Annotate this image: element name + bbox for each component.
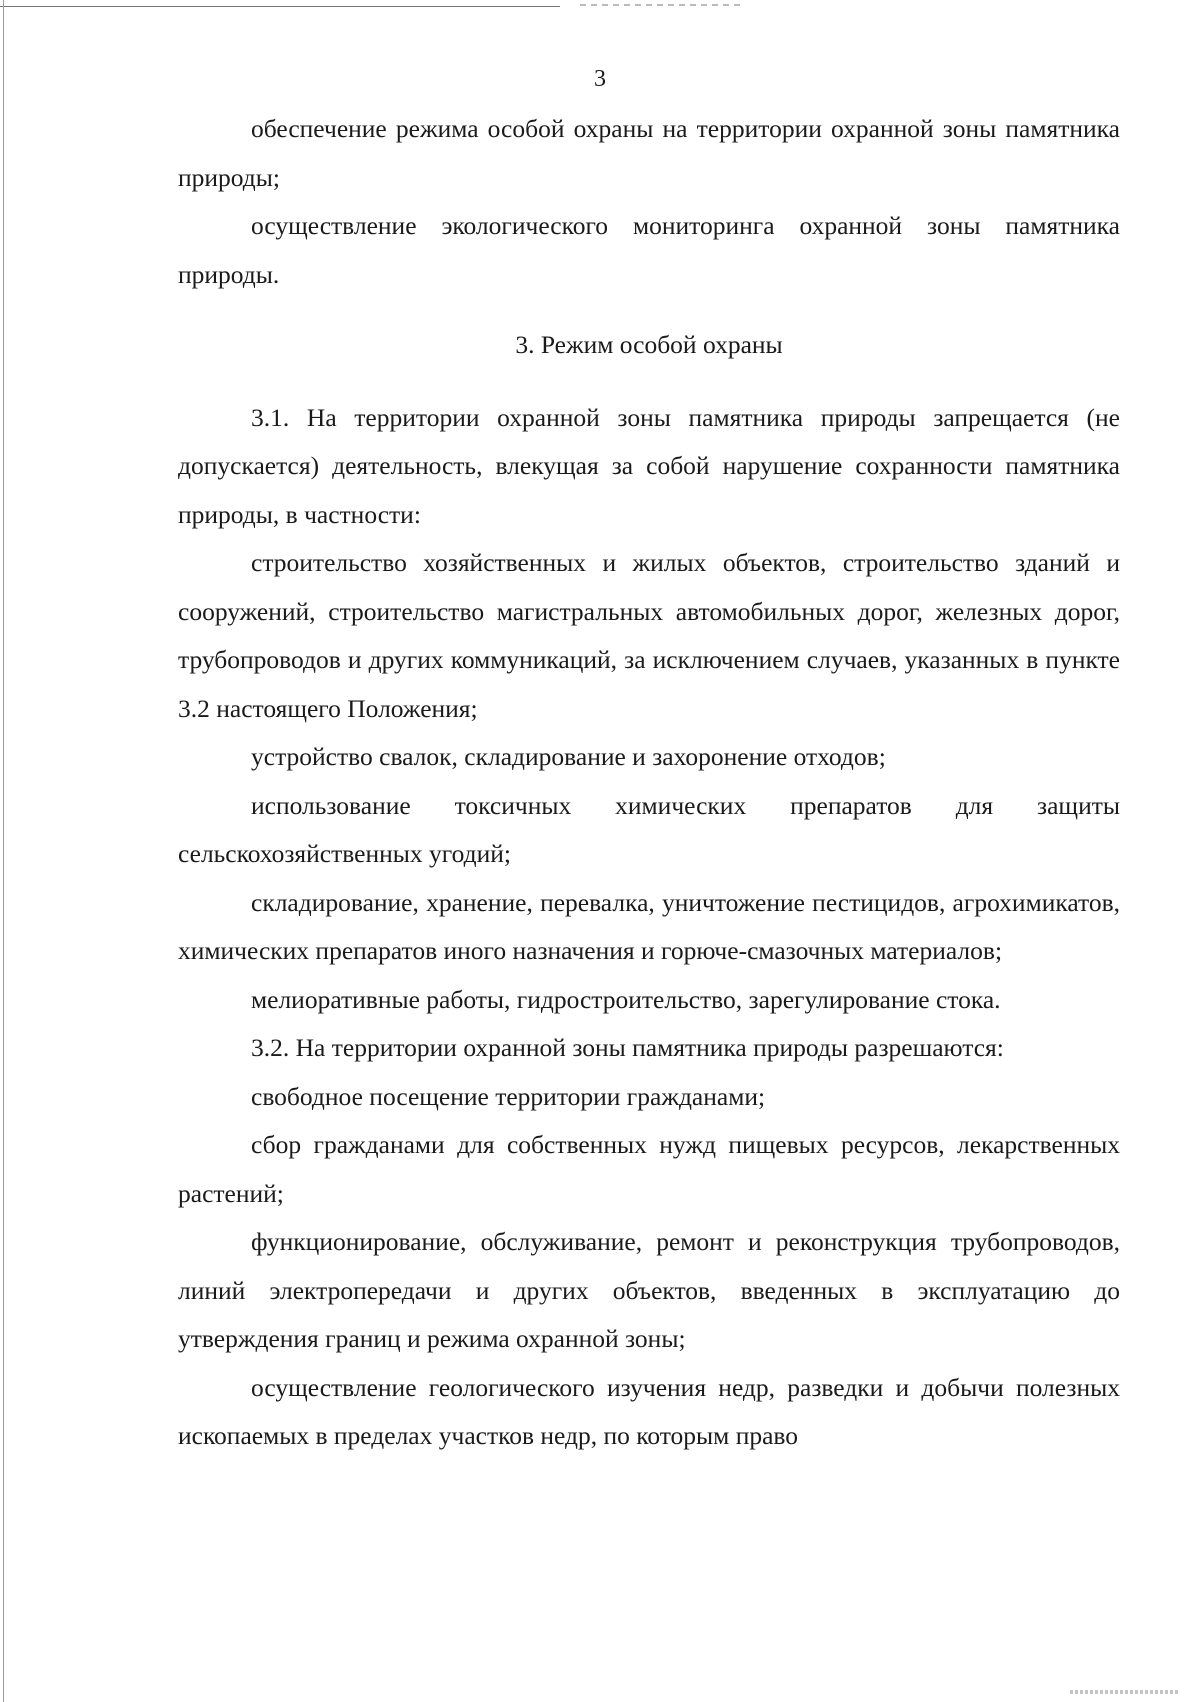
paragraph-3-2: 3.2. На территории охранной зоны памятника природы разрешаются: xyxy=(251,1033,1004,1062)
document-body xyxy=(178,105,1120,1461)
list-item-geology: осуществление геологического изучения недр, разведки и добычи полезных ископаемых в пределах участков недр, по которым право xyxy=(178,1372,1120,1450)
list-item-gathering: сбор гражданами для собственных нужд пищевых ресурсов, лекарственных растений; xyxy=(178,1130,1120,1208)
paragraph-protection-regime: обеспечение режима особой охраны на территории охранной зоны памятника природы; xyxy=(178,114,1120,192)
scan-noise-top xyxy=(580,4,740,6)
list-item-free-visit: свободное посещение территории гражданами; xyxy=(251,1081,766,1111)
list-item-toxic-chemicals: использование токсичных химических препаратов для защиты сельскохозяйственных угодий; xyxy=(178,790,1120,868)
list-item-melioration: мелиоративные работы, гидростроительство, зарегулирование стока. xyxy=(251,984,1001,1014)
list-item-dumps: устройство свалок, складирование и захоронение отходов; xyxy=(251,742,886,771)
list-item-maintenance: функционирование, обслуживание, ремонт и реконструкция трубопроводов, линий электропередачи и других объектов, введенных в эксплуатацию до утверждения границ и режима охранной зоны; xyxy=(178,1227,1120,1353)
paragraph-3-1: 3.1. На территории охранной зоны памятника природы запрещается (не допускается) деятельность, влекущая за собой нарушение сохранности памятника природы, в частности: xyxy=(178,402,1120,529)
scan-edge-left xyxy=(3,0,4,1702)
section-heading: 3. Режим особой охраны xyxy=(515,330,783,359)
scan-noise-bottom xyxy=(1070,1690,1180,1694)
page-number: 3 xyxy=(594,66,606,92)
scan-edge-top xyxy=(0,6,560,7)
list-item-construction: строительство хозяйственных и жилых объектов, строительство зданий и сооружений, строительство магистральных автомобильных дорог, железных дорог, трубопроводов и других коммуникаций, за исключением случаев, указанных в пункте 3.2 настоящего Положения; xyxy=(178,548,1120,723)
list-item-pesticides: складирование, хранение, перевалка, уничтожение пестицидов, агрохимикатов, химических препаратов иного назначения и горюче-смазочных материалов; xyxy=(178,887,1120,965)
paragraph-monitoring: осуществление экологического мониторинга охранной зоны памятника природы. xyxy=(178,211,1120,289)
